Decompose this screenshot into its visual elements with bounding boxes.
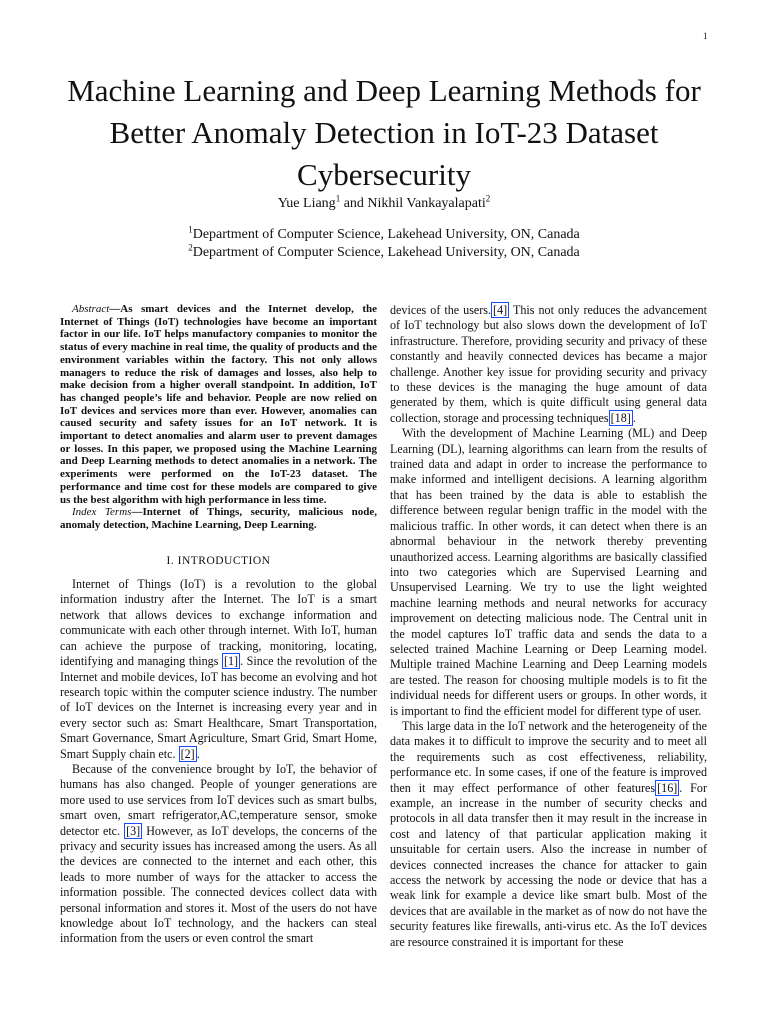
paragraph [60,577,377,762]
paragraph: With the development of Machine Learning (ML) and Deep Learning (DL), learning algorithms can learn from the results of trained data and adapt in order to increase the performance to make informed and intelligent decisions. A learning algorithm that has been trained by the data is able to establish the difference between regular benign traffic in the model with the malicious traffic. In other words, it can detect when there is an abnormal behaviour in the network thereby preventing unauthorized access. Learning algorithms are basically classified into two categories which are Supervised Learning and Unsupervised Learning. We try to use the light weighted machine learning methods and neural networks for accuracy improvement on detecting malicious node. The Central unit in the model captures IoT traffic data and sends the data to a selected trained Machine Learning or Deep Learning model. Multiple trained Machine Learning and Deep Learning models are tested. The reason for choosing multiple models is to fit the individual needs for different users or groups. In other words, it is important to find the efficient model for different type of user. [390,426,707,718]
author-name: Yue Liang [277,196,336,211]
affiliation-text: Department of Computer Science, Lakehead University, ON, Canada [192,245,580,260]
abstract [60,303,377,506]
text-run: Internet of Things (IoT) is a revolution to the global information industry after the Internet. The IoT is a smart network that allows devices to exchange information and communicate with each other through internet. With IoT, human can achieve the purpose of tracking, monitoring, locating, identifying and managing things [60,577,377,669]
paragraph [390,303,707,426]
text-run: . [632,410,636,425]
author-conjunction: and [340,196,368,211]
abstract-dash: — [109,303,121,315]
text-run: However, as IoT develops, the concerns of the privacy and security issues has increased among the users. As all the devices are connected to the internet and each other, this leads to more number of ways for the attacker to access the information possible. The connected devices collect data with personal information and stores it. Most of the users do not have knowledge about IoT technology, and the hackers can steal information from the users or even control the smart [60,823,377,946]
affiliation-line [0,226,768,244]
section-title-rest: NTRODUCTION [181,554,271,567]
abstract-text: As smart devices and the Internet develop, the Internet of Things (IoT) technologies have become an important factor in our life. IoT helps manufactory companies to monitor the status of every machine in real time, the quality of products and the environment variables within the factory. This not only allows managers to reduce the risk of damages and losses, also help to make decision from a higher overall standpoint. In addition, IoT has changed people’s life and behavior. People are now relied on IoT devices and services more than ever. However, anomalies can caused security and safety issues for an IoT network. It is important to detect anomalies and alarm user to prevent damages or losses. In this paper, we proposed using the Machine Learning and Deep Learning methods to detect anomalies in a network. The experiments were performed on the IoT-23 dataset. The performance and time cost for these models are compared to give us the best algorithm with high performance in less time. [60,303,377,506]
author-affil-mark: 1 [335,193,341,204]
affiliations [0,226,768,262]
right-column [390,303,707,950]
section-title-initial: I [177,554,182,567]
section-heading-introduction [60,554,377,569]
text-run: This large data in the IoT network and the heterogeneity of the data makes it to difficult to improve the security and to meet all the requirements such as cost effectiveness, reliability, performance etc. In some cases, if one of the feature is improved then it may effect performance of other features [390,718,707,795]
text-run: . For example, an increase in the number of security checks and protocols in all data transfer then it may result in the increase in cost and latency of that particular application making it unsuitable for certain users. Also the increase in number of devices connected increases the chance for attacker to gain access the network by accessing the node or device that has a weak link for example a device like smart bulb. Most of the devices that are available in the market as of now do not have the security features like firewalls, anti-virus etc. As the IoT devices are resource constrained it is important for these [390,780,707,949]
index-terms-dash: — [131,506,143,519]
affil-mark: 1 [188,224,193,235]
text-run: This not only reduces the advancement of IoT technology but also slows down the development of IoT infrastructure. Therefore, providing security and privacy of these constantly and heavily connected devices has became a major challenge. Another key issue for providing security and privacy to these devices is the managing the huge amount of data generated by them, which is quite difficult using general data collection, storage and processing techniques [390,303,707,425]
affil-mark: 2 [188,242,193,253]
index-terms-text: Internet of Things, security, malicious node, anomaly detection, Machine Learning, Deep Learning. [60,506,377,531]
citation-link[interactable]: [1] [223,654,239,669]
text-run: . [196,746,200,761]
text-run: devices of the users. [390,303,492,317]
index-terms [60,506,377,531]
paragraph [60,762,377,947]
author-affil-mark: 2 [485,193,491,204]
text-run: . Since the revolution of the Internet and mobile devices, IoT has become an evolving and hot research topic within the computer science industry. The number of IoT devices on the Internet is increasing every year and in every sector such as: Smart Healthcare, Smart Transportation, Smart Governance, Smart Agriculture, Smart Grid, Smart Home, Smart Supply chain etc. [60,654,377,761]
page-number: 1 [703,31,708,41]
affiliation-line [0,244,768,262]
affiliation-text: Department of Computer Science, Lakehead University, ON, Canada [192,227,580,242]
abstract-label: Abstract [72,303,110,315]
citation-link[interactable]: [16] [657,780,678,795]
paper-title: Machine Learning and Deep Learning Methods for Better Anomaly Detection in IoT-23 Dataset Cybersecurity [67,73,701,192]
author-name: Nikhil Vankayalapati [367,196,486,211]
text-run: Because of the convenience brought by IoT, the behavior of humans has also changed. People of younger generations are more used to use services from IoT devices such as smart bulbs, smart oven, smart refrigerator,AC,temperature sensor, smoke detector etc. [60,761,377,838]
author-line [0,193,768,212]
paragraph [390,719,707,950]
section-numeral: I. [166,554,178,567]
left-column [60,303,377,947]
citation-link[interactable]: [18] [610,410,631,425]
citation-link[interactable]: [3] [126,823,141,838]
index-terms-label: Index Terms [72,506,132,519]
citation-link[interactable]: [4] [493,303,508,317]
citation-link[interactable]: [2] [180,746,195,761]
